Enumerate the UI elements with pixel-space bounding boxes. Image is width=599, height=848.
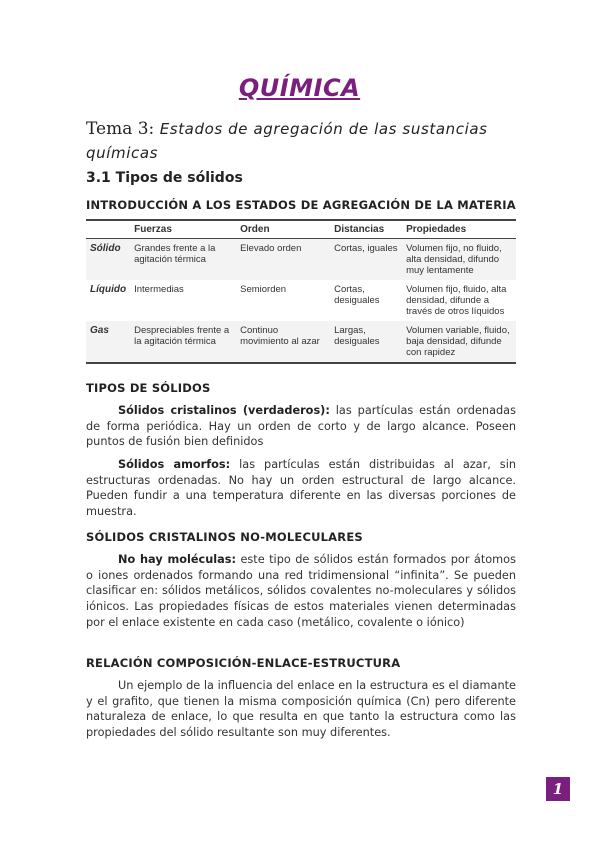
table-header-cell xyxy=(86,220,130,239)
table-row xyxy=(86,280,516,321)
table-row xyxy=(86,239,516,281)
paragraph-text: Un ejemplo de la influencia del enlace en la estructura es el diamante y el grafito, que tienen la misma composición química (Cn) pero diferente naturaleza de enlace, lo que resulta en que tanto la estructura como las propiedades del sólido resultante son muy diferentes. xyxy=(86,679,516,740)
paragraph-lead: No hay moléculas: xyxy=(118,553,237,566)
paragraph-lead: Sólidos amorfos: xyxy=(118,458,231,471)
table-cell: Elevado orden xyxy=(236,239,330,281)
table-cell: Intermedias xyxy=(134,284,184,295)
table-cell: Grandes frente a la agitación térmica xyxy=(130,239,236,281)
state-name: Sólido xyxy=(86,239,130,281)
table-header-cell: Fuerzas xyxy=(130,220,236,239)
table-header-cell: Distancias xyxy=(330,220,402,239)
paragraph-amorfos xyxy=(86,457,516,520)
page-title: QUÍMICA xyxy=(238,74,361,102)
table-header-row xyxy=(86,220,516,239)
table-cell: Continuo movimiento al azar xyxy=(236,321,330,363)
topic-label: Tema 3: xyxy=(86,119,155,139)
intro-heading: INTRODUCCIÓN A LOS ESTADOS DE AGREGACIÓN DE LA MATERIA xyxy=(86,198,516,212)
cristalinos-heading: SÓLIDOS CRISTALINOS NO-MOLECULARES xyxy=(86,530,363,544)
states-table xyxy=(86,219,516,364)
table-cell: Volumen variable, fluido, baja densidad, difunde con rapidez xyxy=(402,321,516,363)
section-heading: 3.1 Tipos de sólidos xyxy=(86,170,243,186)
table-cell: Largas, desiguales xyxy=(330,321,402,363)
paragraph-no-moleculas xyxy=(86,552,516,631)
paragraph-cristalinos xyxy=(86,403,516,450)
table-header-cell: Orden xyxy=(236,220,330,239)
table-cell: Despreciables frente a la agitación térmica xyxy=(130,321,236,363)
paragraph-relacion xyxy=(86,678,516,741)
state-name: Líquido xyxy=(90,284,127,295)
state-name: Gas xyxy=(86,321,130,363)
tipos-heading: TIPOS DE SÓLIDOS xyxy=(86,381,211,395)
table-row xyxy=(86,321,516,363)
table-cell: Volumen fijo, fluido, alta densidad, difunde a través de otros líquidos xyxy=(406,284,507,317)
paragraph-text: las partículas están ordenadas de forma periódica. Hay un orden de corto y de largo alcance. Poseen puntos de fusión bien definidos xyxy=(86,404,516,449)
table-cell: Cortas, desiguales xyxy=(334,284,380,306)
table-cell: Volumen fijo, no fluido, alta densidad, difundo muy lentamente xyxy=(402,239,516,281)
page-number: 1 xyxy=(546,777,570,801)
table-cell: Cortas, iguales xyxy=(330,239,402,281)
topic-heading xyxy=(86,117,526,165)
table-header-cell: Propiedades xyxy=(402,220,516,239)
paragraph-lead: Sólidos cristalinos (verdaderos): xyxy=(118,404,330,417)
relacion-heading: RELACIÓN COMPOSICIÓN-ENLACE-ESTRUCTURA xyxy=(86,656,401,670)
topic-text: Estados de agregación de las sustancias químicas xyxy=(86,120,488,162)
paragraph-text: las partículas están distribuidas al azar, sin estructuras ordenadas. No hay un orden estructural de largo alcance. Pueden fundir a una temperatura diferente en las diversas porciones de muestra. xyxy=(86,458,516,519)
paragraph-text: este tipo de sólidos están formados por átomos o iones ordenados formando una red tridimensional “infinita”. Se pueden clasificar en: sólidos metálicos, sólidos covalentes no-moleculares y sólidos iónicos. Las propiedades físicas de estos materiales vienen determinadas por el enlace existente en cada caso (metálico, covalente o iónico) xyxy=(86,553,516,629)
table-cell: Semiorden xyxy=(240,284,287,295)
